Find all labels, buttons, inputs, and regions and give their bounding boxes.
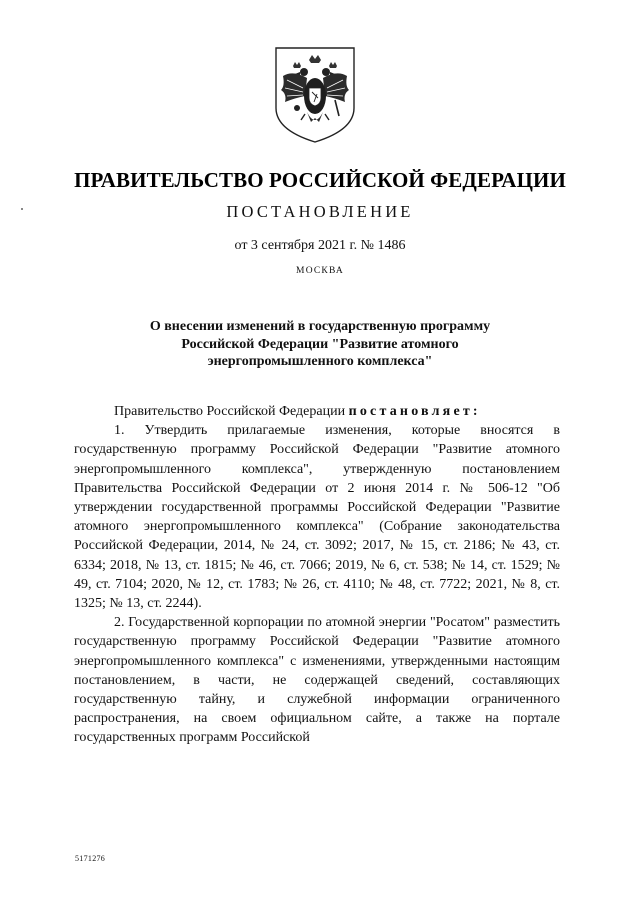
- intro-paragraph: [74, 402, 560, 421]
- document-body: [74, 402, 560, 748]
- date-and-number: от 3 сентября 2021 г. № 1486: [234, 238, 406, 253]
- document-subject: О внесении изменений в государственную программу Российской Федерации "Развитие атомного энергопромышленного комплекса": [149, 319, 491, 369]
- paragraph-1: 1. Утвердить прилагаемые изменения, которые вносятся в государственную программу Российской Федерации "Развитие атомного энергопромышленного комплекса", утвержденную постановлением Правительства Российской Федерации от 2 июня 2014 г. № 506-12 "Об утверждении государственной программы Российской Федерации "Развитие атомного энергопромышленного комплекса" (Собрание законодательства Российской Федерации, 2014, № 24, ст. 3092; 2017, № 15, ст. 2186; № 43, ст. 6334; 2018, № 13, ст. 1815; № 46, ст. 7066; 2019, № 6, ст. 538; № 14, ст. 1529; № 49, ст. 7104; 2020, № 12, ст. 1783; № 26, ст. 4110; № 48, ст. 7722; 2021, № 8, ст. 1325; № 13, ст. 2244).: [74, 423, 560, 612]
- intro-text: Правительство Российской Федерации: [114, 404, 349, 419]
- intro-emphasis: постановляет:: [348, 404, 481, 419]
- paragraph-2: 2. Государственной корпорации по атомной энергии "Росатом" разместить государственную программу Российской Федерации "Развитие атомного энергопромышленного комплекса" с изменениями, утвержденными настоящим постановлением, в части, не содержащей сведений, составляющих государственную тайну, и служебной информации ограниченного распространения, на своем официальном сайте, а также на портале государственных программ Российской: [74, 615, 560, 746]
- footer-code: 5171276: [75, 854, 106, 863]
- coat-of-arms-icon: [273, 46, 357, 144]
- government-title: ПРАВИТЕЛЬСТВО РОССИЙСКОЙ ФЕДЕРАЦИИ: [74, 168, 566, 192]
- document-type: ПОСТАНОВЛЕНИЕ: [226, 202, 414, 221]
- scan-speck: [21, 208, 23, 210]
- city: МОСКВА: [296, 266, 344, 276]
